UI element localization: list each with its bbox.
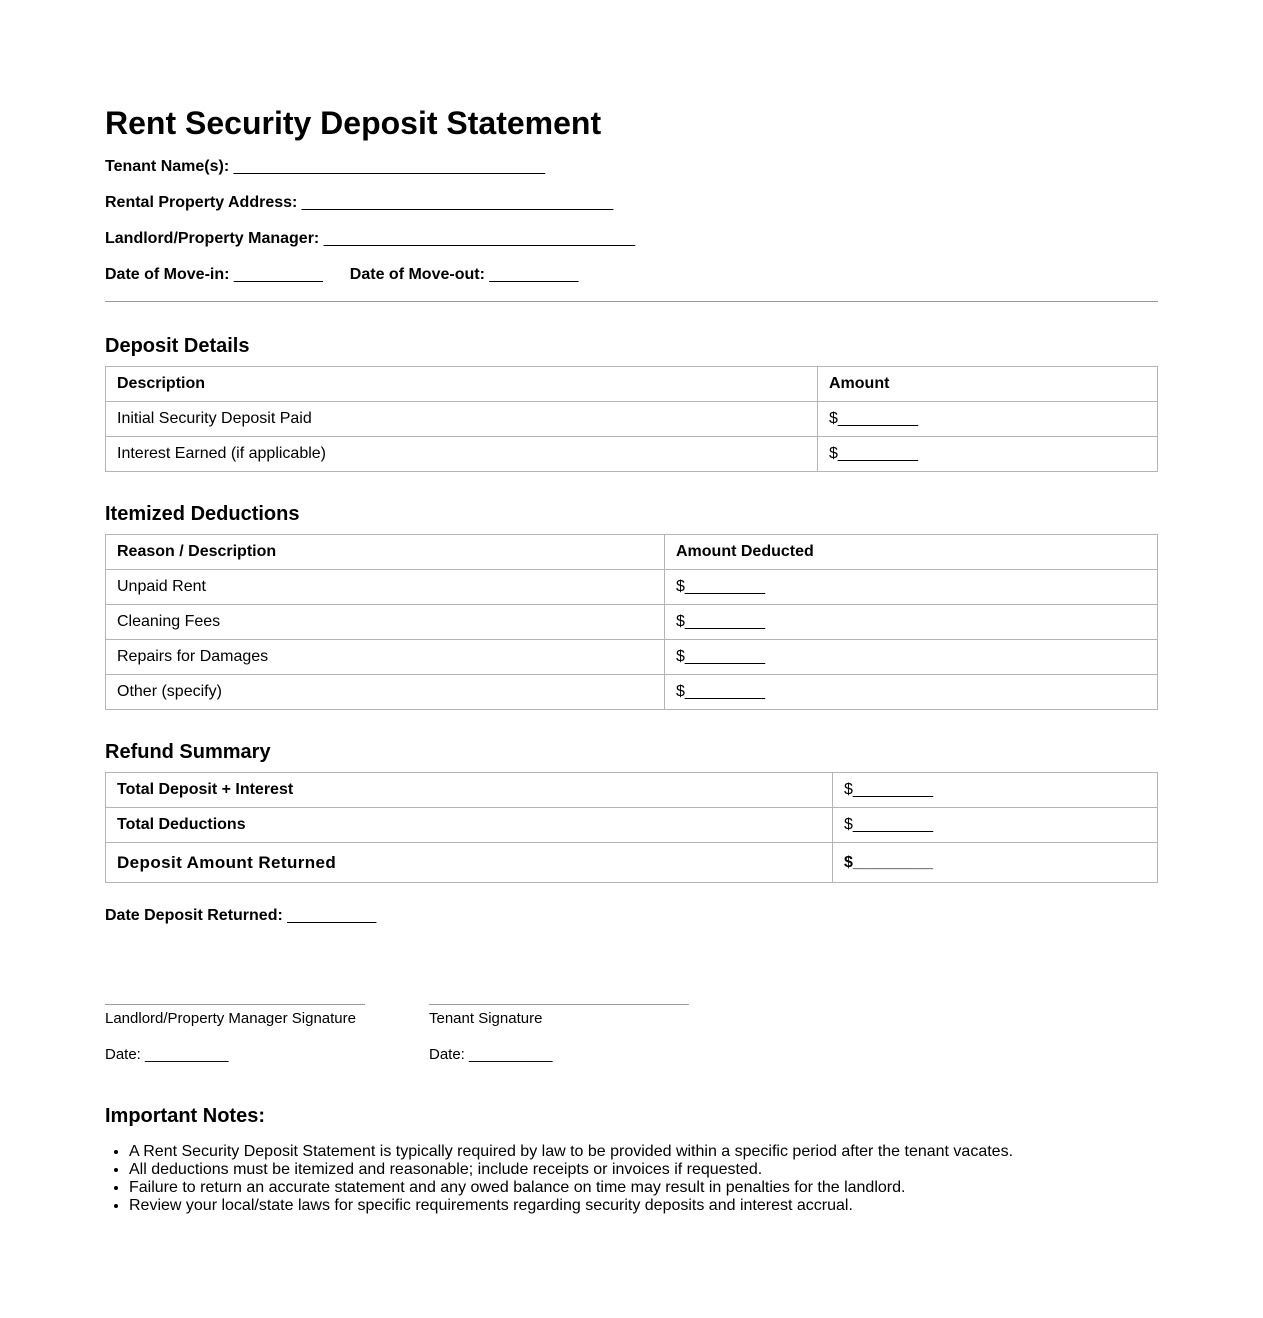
- tenant-name-label: Tenant Name(s):: [105, 158, 230, 175]
- summary-label: Total Deductions: [106, 808, 833, 843]
- landlord-label: Landlord/Property Manager:: [105, 230, 320, 247]
- refund-summary-table: [105, 772, 1158, 883]
- date-returned-label: Date Deposit Returned:: [105, 907, 283, 924]
- table-row: [106, 570, 1158, 605]
- tenant-signature-line[interactable]: [429, 1004, 689, 1005]
- table-cell-amount[interactable]: $_________: [665, 605, 1158, 640]
- summary-label: Total Deposit + Interest: [106, 773, 833, 808]
- summary-label-total: Deposit Amount Returned: [106, 843, 833, 883]
- table-cell-amount[interactable]: $_________: [665, 675, 1158, 710]
- tenant-signature-label: Tenant Signature: [429, 1010, 543, 1027]
- table-row: [106, 402, 1158, 437]
- section-divider: [105, 301, 1158, 302]
- property-address-field: [105, 193, 613, 213]
- landlord-blank[interactable]: ___________________________________: [323, 230, 636, 247]
- table-cell-reason: Repairs for Damages: [106, 640, 665, 675]
- property-address-label: Rental Property Address:: [105, 194, 298, 211]
- tenant-name-blank[interactable]: ___________________________________: [233, 158, 546, 175]
- table-row: [106, 437, 1158, 472]
- date-returned-field: [105, 906, 376, 926]
- landlord-signature-label: Landlord/Property Manager Signature: [105, 1010, 356, 1027]
- tenant-signature-date[interactable]: Date: __________: [429, 1046, 553, 1063]
- deposit-details-table: [105, 366, 1158, 472]
- move-out-blank[interactable]: __________: [489, 266, 579, 283]
- table-cell-reason: Unpaid Rent: [106, 570, 665, 605]
- property-address-blank[interactable]: ___________________________________: [301, 194, 614, 211]
- table-cell-amount[interactable]: $_________: [665, 570, 1158, 605]
- deposit-details-heading: Deposit Details: [105, 335, 250, 357]
- list-item: • Review your local/state laws for specific requirements regarding security deposits and interest accrual.: [129, 1197, 1013, 1215]
- date-returned-blank[interactable]: __________: [287, 907, 377, 924]
- table-cell-amount[interactable]: $_________: [818, 437, 1158, 472]
- table-cell-amount[interactable]: $_________: [818, 402, 1158, 437]
- table-row: [106, 605, 1158, 640]
- table-cell-description: Interest Earned (if applicable): [106, 437, 818, 472]
- list-item: • All deductions must be itemized and reasonable; include receipts or invoices if requested.: [129, 1161, 1013, 1179]
- itemized-deductions-heading: Itemized Deductions: [105, 503, 300, 525]
- move-in-label: Date of Move-in:: [105, 266, 230, 283]
- move-out-label: Date of Move-out:: [349, 266, 485, 283]
- landlord-signature-date[interactable]: Date: __________: [105, 1046, 229, 1063]
- table-cell-description: Initial Security Deposit Paid: [106, 402, 818, 437]
- table-cell-reason: Cleaning Fees: [106, 605, 665, 640]
- list-item: • Failure to return an accurate statement and any owed balance on time may result in penalties for the landlord.: [129, 1179, 1013, 1197]
- itemized-deductions-table: [105, 534, 1158, 710]
- table-row: [106, 808, 1158, 843]
- table-row: [106, 843, 1158, 883]
- landlord-field: [105, 229, 635, 249]
- column-header: Amount Deducted: [665, 535, 1158, 570]
- column-header: Description: [106, 367, 818, 402]
- column-header: Reason / Description: [106, 535, 665, 570]
- summary-amount[interactable]: $_________: [833, 808, 1158, 843]
- refund-summary-heading: Refund Summary: [105, 741, 271, 763]
- list-item: • A Rent Security Deposit Statement is typically required by law to be provided within a specific period after the tenant vacates.: [129, 1143, 1013, 1161]
- table-cell-reason: Other (specify): [106, 675, 665, 710]
- important-notes-heading: Important Notes:: [105, 1105, 265, 1127]
- table-row: [106, 773, 1158, 808]
- move-in-blank[interactable]: __________: [233, 266, 323, 283]
- table-header-row: [106, 367, 1158, 402]
- summary-amount-total[interactable]: $_________: [833, 843, 1158, 883]
- important-notes-list: [105, 1143, 1013, 1215]
- summary-amount[interactable]: $_________: [833, 773, 1158, 808]
- table-cell-amount[interactable]: $_________: [665, 640, 1158, 675]
- table-row: [106, 675, 1158, 710]
- table-row: [106, 640, 1158, 675]
- page-title: Rent Security Deposit Statement: [105, 105, 602, 141]
- move-dates-field: [105, 265, 578, 285]
- tenant-name-field: [105, 157, 545, 177]
- landlord-signature-line[interactable]: [105, 1004, 365, 1005]
- table-header-row: [106, 535, 1158, 570]
- column-header: Amount: [818, 367, 1158, 402]
